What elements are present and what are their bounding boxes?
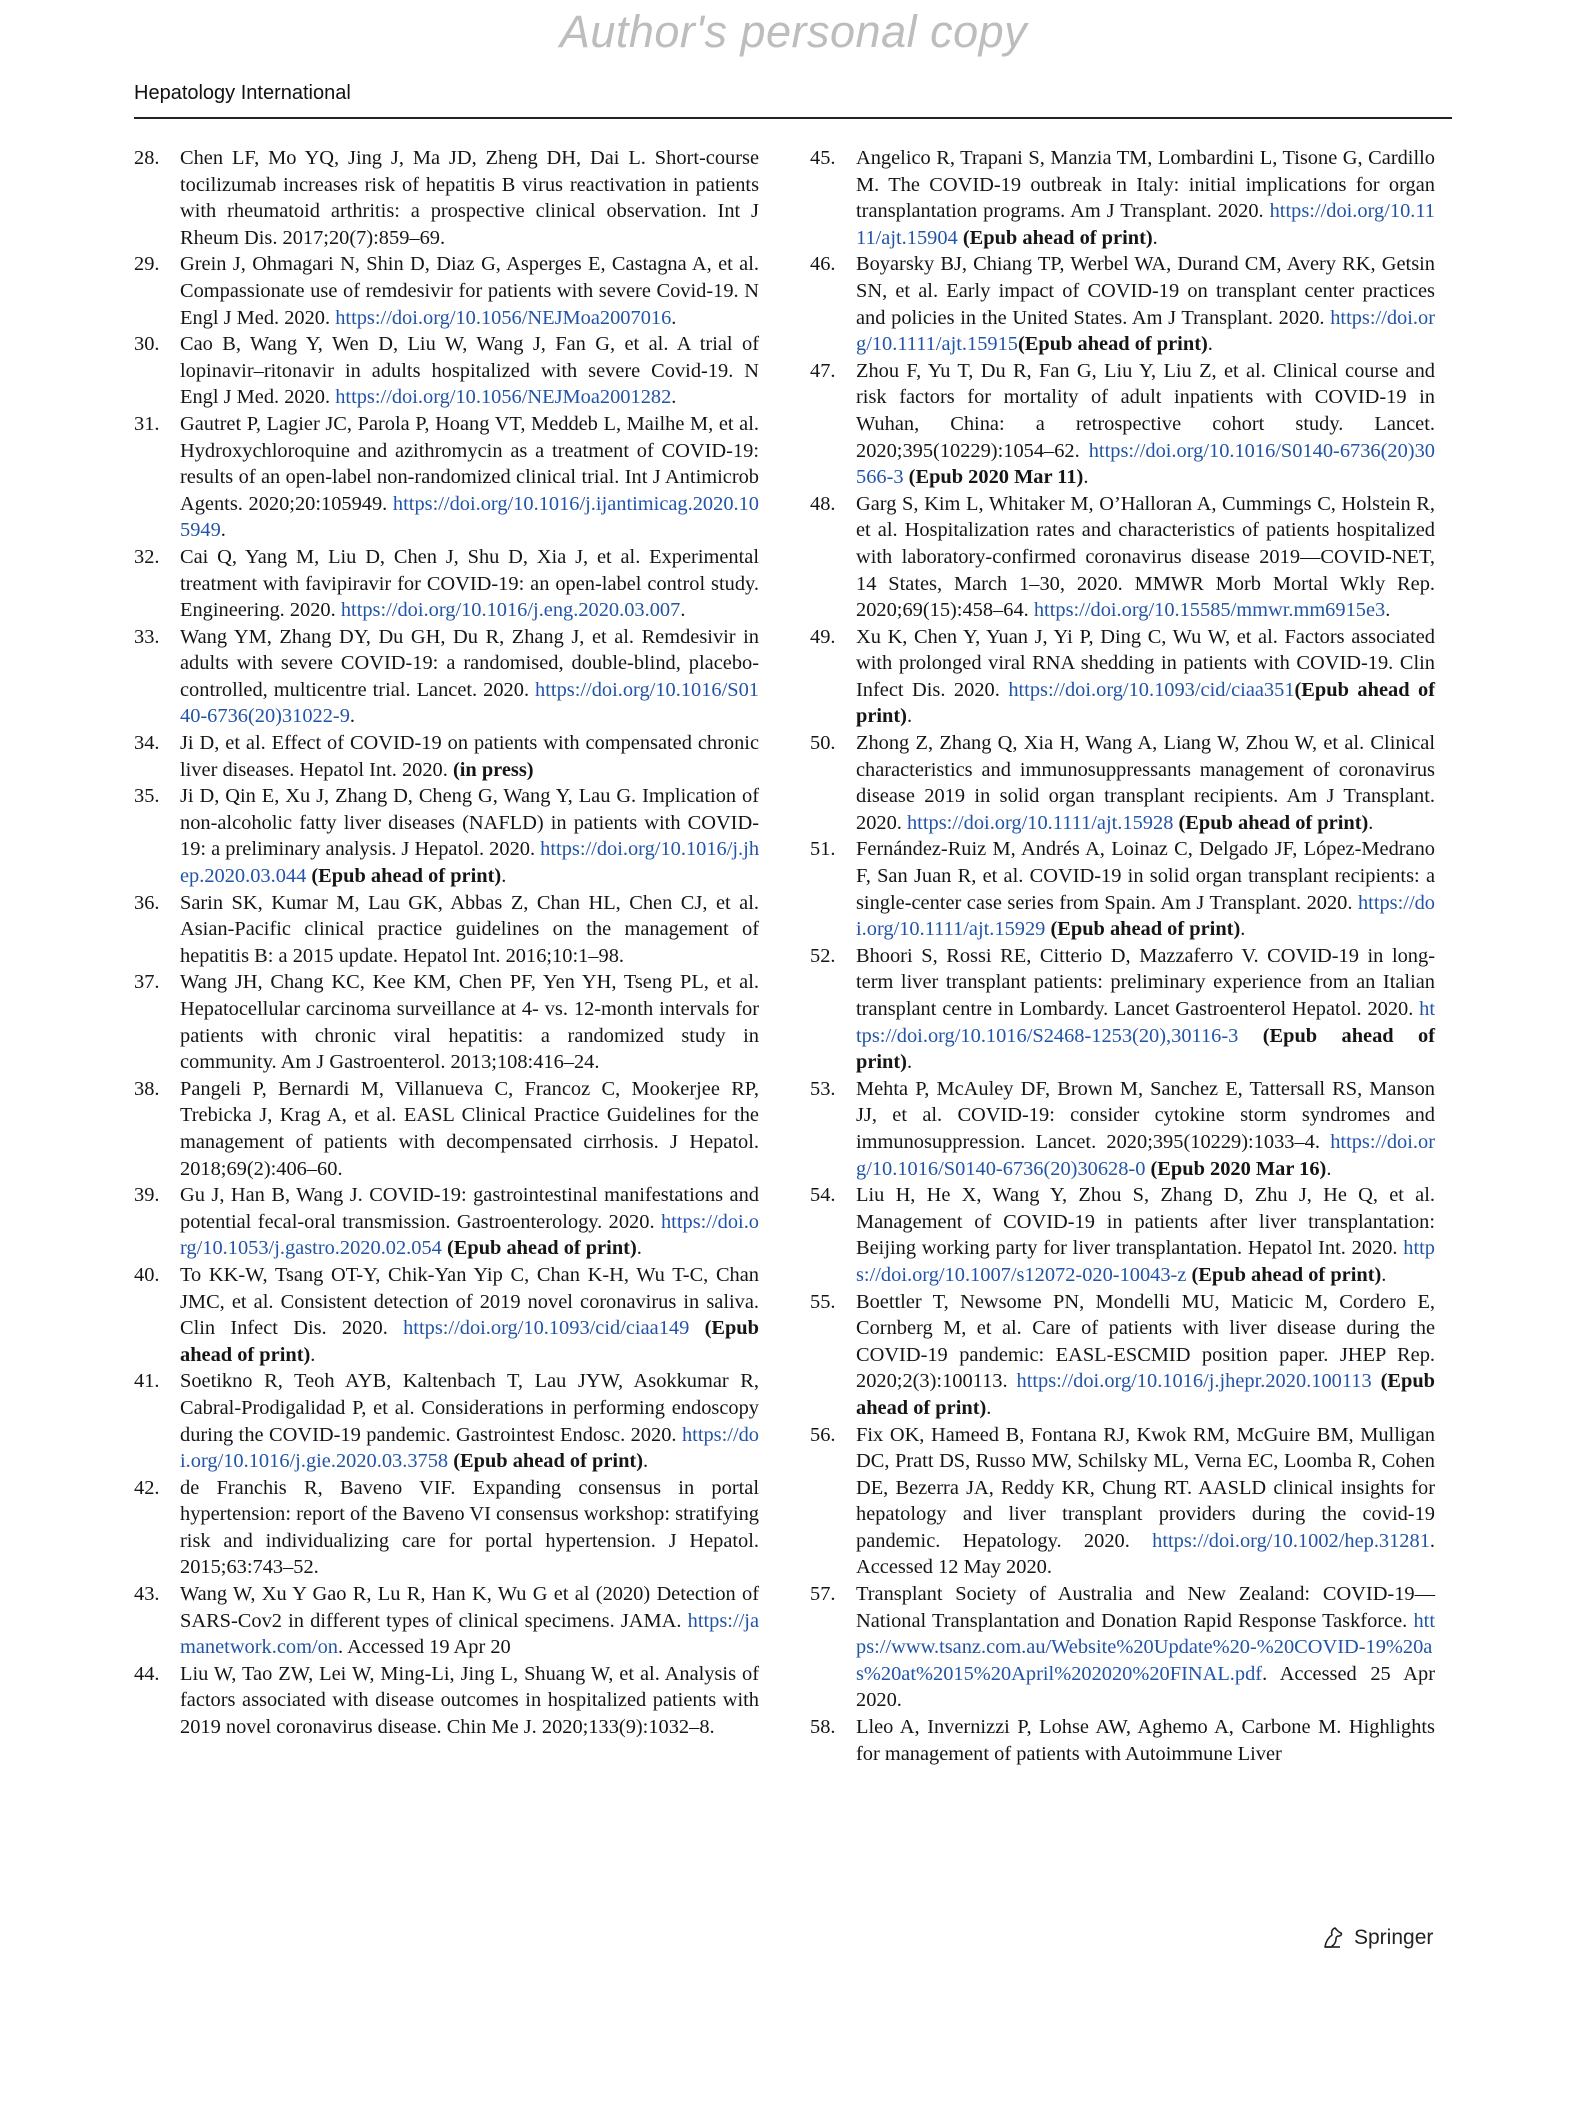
publication-status: (Epub ahead of print) <box>306 865 502 888</box>
reference-text: Gu J, Han B, Wang J. COVID-19: gastrointestinal manifestations and potential fecal-oral transmission. Gastroenterology. 2020. <box>180 1184 759 1233</box>
reference-number: 39. <box>134 1184 160 1207</box>
reference-item <box>134 544 759 624</box>
reference-text: Wang JH, Chang KC, Kee KM, Chen PF, Yen YH, Tseng PL, et al. Hepatocellular carcinoma surveillance at 4- vs. 12-month intervals for patients with chronic viral hepatitis: a randomized study in community. Am J Gastroenterol. 2013;108:416–24. <box>180 971 759 1074</box>
reference-tail: . <box>1326 1157 1332 1180</box>
reference-body <box>180 411 759 544</box>
publication-status: (Epub 2020 Mar 11) <box>903 466 1084 489</box>
reference-item <box>810 1289 1435 1422</box>
reference-item <box>134 730 759 783</box>
reference-number: 54. <box>810 1184 836 1207</box>
reference-text: Fernández-Ruiz M, Andrés A, Loinaz C, Delgado JF, López-Medrano F, San Juan R, et al. COVID-19 in solid organ transplant recipients: a single-center case series from Spain. Am J Transplant. 2020. <box>856 838 1435 914</box>
reference-item <box>810 624 1435 730</box>
doi-link[interactable]: https://doi.org/10.1111/ajt.15904 <box>856 200 1435 249</box>
doi-link[interactable]: https://doi.org/10.1093/cid/ciaa351 <box>1008 678 1295 701</box>
reference-text: Bhoori S, Rossi RE, Citterio D, Mazzaferro V. COVID-19 in long-term liver transplant patients: preliminary experience from an Italian transplant centre in Lombardy. Lancet Gastroenterol Hepatol. 2020. <box>856 944 1435 1020</box>
publication-status: (Epub ahead of print) <box>1186 1263 1382 1286</box>
reference-tail: . <box>636 1237 642 1260</box>
reference-text: Liu W, Tao ZW, Lei W, Ming-Li, Jing L, Shuang W, et al. Analysis of factors associated with disease outcomes in hospitalized patients with 2019 novel coronavirus disease. Chin Me J. 2020;133(9):1032–8. <box>180 1662 759 1739</box>
reference-item <box>810 1422 1435 1582</box>
reference-body <box>180 730 759 783</box>
reference-body <box>856 358 1435 491</box>
reference-body <box>180 969 759 1075</box>
reference-number: 43. <box>134 1583 160 1606</box>
reference-number: 58. <box>810 1716 836 1739</box>
reference-tail: . <box>1381 1263 1387 1286</box>
reference-text: Wang YM, Zhang DY, Du GH, Du R, Zhang J, et al. Remdesivir in adults with severe COVID-19: a randomised, double-blind, placebo-controlled, multicentre trial. Lancet. 2020. <box>180 625 759 701</box>
reference-text: To KK-W, Tsang OT-Y, Chik-Yan Yip C, Chan K-H, Wu T-C, Chan JMC, et al. Consistent detection of 2019 novel coronavirus in saliva. Clin Infect Dis. 2020. <box>180 1263 759 1340</box>
reference-body <box>180 1368 759 1474</box>
reference-text: Lleo A, Invernizzi P, Lohse AW, Aghemo A, Carbone M. Highlights for management of patients with Autoimmune Liver <box>856 1716 1435 1765</box>
reference-tail: . <box>671 306 677 329</box>
reference-number: 51. <box>810 838 836 861</box>
publication-status: (Epub ahead of print) <box>1045 918 1241 941</box>
reference-text: Soetikno R, Teoh AYB, Kaltenbach T, Lau JYW, Asokkumar R, Cabral-Prodigalidad P, et al. Considerations in performing endoscopy during the COVID-19 pandemic. Gastrointest Endosc. 2020. <box>180 1370 759 1446</box>
reference-tail: . <box>501 865 507 888</box>
reference-text: Fix OK, Hameed B, Fontana RJ, Kwok RM, McGuire BM, Mulligan DC, Pratt DS, Russo MW, Schilsky ML, Verna EC, Loomba R, Cohen DE, Bezerra JA, Reddy KR, Chung RT. AASLD clinical insights for hepatology and liver transplant providers during the covid-19 pandemic. Hepatology. 2020. <box>856 1423 1435 1552</box>
reference-text: Cai Q, Yang M, Liu D, Chen J, Shu D, Xia J, et al. Experimental treatment with favipiravir for COVID-19: an open-label control study. Engineering. 2020. <box>180 545 759 622</box>
reference-body <box>856 836 1435 942</box>
publication-status: (Epub ahead of print) <box>856 1370 1435 1419</box>
publication-status: (in press) <box>452 758 534 781</box>
reference-body <box>180 1581 759 1661</box>
reference-tail: . <box>906 705 913 728</box>
reference-body <box>856 1581 1435 1714</box>
reference-text: Chen LF, Mo YQ, Jing J, Ma JD, Zheng DH, Dai L. Short-course tocilizumab increases risk of hepatitis B virus reactivation in patients with rheumatoid arthritis: a prospective clinical observation. Int J Rheum Dis. 2017;20(7):859–69. <box>180 147 759 249</box>
reference-body <box>856 1076 1435 1182</box>
reference-text: de Franchis R, Baveno VIF. Expanding consensus in portal hypertension: report of the Baveno VI consensus workshop: stratifying risk and individualizing care for portal hypertension. J Hepatol. 2015;63:743–52. <box>180 1476 759 1579</box>
reference-tail: . <box>906 1051 913 1074</box>
reference-number: 50. <box>810 732 836 755</box>
reference-item <box>134 1475 759 1581</box>
reference-item <box>134 1368 759 1474</box>
doi-link[interactable]: https://doi.org/10.1053/j.gastro.2020.02.054 <box>180 1210 759 1260</box>
reference-item <box>810 1182 1435 1288</box>
reference-item <box>134 145 759 251</box>
reference-text: Boettler T, Newsome PN, Mondelli MU, Maticic M, Cordero E, Cornberg M, et al. Care of patients with liver disease during the COVID-19 pandemic: EASL-ESCMID position paper. JHEP Rep. 2020;2(3):100113. <box>856 1290 1435 1393</box>
reference-body <box>856 1714 1435 1767</box>
reference-tail: . <box>1240 918 1246 941</box>
reference-tail: . Accessed 19 Apr 20 <box>338 1636 511 1659</box>
reference-number: 31. <box>134 412 160 435</box>
reference-number: 32. <box>134 545 160 568</box>
reference-body <box>180 1262 759 1368</box>
reference-item <box>134 1661 759 1741</box>
reference-text: Garg S, Kim L, Whitaker M, O’Halloran A, Cummings C, Holstein R, et al. Hospitalization rates and characteristics of patients hospitalized with laboratory-confirmed coronavirus disease 2019—COVID-NET, 14 States, March 1–30, 2020. MMWR Morb Mortal Wkly Rep. 2020;69(15):458–64. <box>856 492 1435 622</box>
reference-tail: . <box>1368 811 1374 834</box>
watermark: Author's personal copy <box>559 6 1028 57</box>
reference-item <box>134 251 759 331</box>
reference-number: 41. <box>134 1370 160 1393</box>
reference-item <box>810 491 1435 624</box>
reference-tail: . Accessed 25 Apr 2020. <box>856 1662 1435 1712</box>
reference-number: 55. <box>810 1290 836 1313</box>
reference-tail: . <box>1083 466 1089 489</box>
reference-body <box>856 145 1435 251</box>
reference-item <box>134 1182 759 1262</box>
reference-body <box>856 943 1435 1076</box>
reference-body <box>180 251 759 331</box>
reference-text: Mehta P, McAuley DF, Brown M, Sanchez E, Tattersall RS, Manson JJ, et al. COVID-19: consider cytokine storm syndromes and immunosuppression. Lancet. 2020;395(10229):1033–4. <box>856 1077 1435 1153</box>
reference-number: 34. <box>134 732 160 755</box>
reference-number: 49. <box>810 625 836 648</box>
reference-number: 30. <box>134 333 160 356</box>
reference-tail: . <box>671 386 677 409</box>
reference-item <box>810 730 1435 836</box>
reference-body <box>180 1182 759 1262</box>
reference-tail: . <box>986 1396 992 1419</box>
reference-tail: . <box>349 705 356 728</box>
reference-body <box>180 1475 759 1581</box>
reference-text: Angelico R, Trapani S, Manzia TM, Lombardini L, Tisone G, Cardillo M. The COVID-19 outbreak in Italy: initial implications for organ transplantation programs. Am J Transplant. 2020. <box>856 147 1435 223</box>
doi-link[interactable]: https://doi.org/10.1056/NEJMoa2001282 <box>335 386 672 409</box>
doi-link[interactable]: https://doi.org/10.1002/hep.31281 <box>1152 1529 1430 1552</box>
publication-status: (Epub ahead of print) <box>1173 811 1369 834</box>
reference-item <box>810 358 1435 491</box>
reference-item <box>134 624 759 730</box>
publication-status: (Epub ahead of print) <box>856 1024 1435 1074</box>
reference-text: Gautret P, Lagier JC, Parola P, Hoang VT, Meddeb L, Mailhe M, et al. Hydroxychloroquine and azithromycin as a treatment of COVID-19: results of an open-label non-randomized clinical trial. Int J Antimicrob Agents. 2020;20:105949. <box>180 412 759 515</box>
reference-item <box>810 836 1435 942</box>
doi-link[interactable]: https://doi.org/10.1016/j.ijantimicag.2020.105949 <box>180 492 759 542</box>
reference-number: 36. <box>134 891 160 914</box>
springer-horse-icon <box>1320 1925 1346 1951</box>
reference-text: Ji D, Qin E, Xu J, Zhang D, Cheng G, Wang Y, Lau G. Implication of non-alcoholic fatty liver diseases (NAFLD) in patients with COVID-19: a preliminary analysis. J Hepatol. 2020. <box>180 785 759 861</box>
reference-number: 38. <box>134 1077 160 1100</box>
reference-tail: . <box>680 599 686 622</box>
publication-status: (Epub ahead of print) <box>180 1317 759 1366</box>
doi-link[interactable]: https://doi.org/10.1111/ajt.15928 <box>906 811 1174 834</box>
reference-number: 53. <box>810 1077 836 1100</box>
reference-body <box>180 783 759 889</box>
publication-status: (Epub ahead of print) <box>1017 333 1208 356</box>
doi-link[interactable]: https://doi.org/10.1016/S2468-1253(20),30116-3 <box>856 998 1435 1047</box>
reference-body <box>856 624 1435 730</box>
doi-link[interactable]: https://doi.org/10.1056/NEJMoa2007016 <box>335 306 672 329</box>
doi-link[interactable]: https://doi.org/10.1016/j.gie.2020.03.3758 <box>180 1423 759 1473</box>
reference-text: Xu K, Chen Y, Yuan J, Yi P, Ding C, Wu W, et al. Factors associated with prolonged viral RNA shedding in patients with COVID-19. Clin Infect Dis. 2020. <box>856 625 1435 701</box>
reference-number: 46. <box>810 253 836 276</box>
reference-number: 48. <box>810 492 836 515</box>
reference-text: Zhong Z, Zhang Q, Xia H, Wang A, Liang W, Zhou W, et al. Clinical characteristics and immunosuppressants management of coronavirus disease 2019 in solid organ transplant recipients. Am J Transplant. 2020. <box>856 732 1435 834</box>
reference-column-left <box>134 145 759 1741</box>
reference-body <box>180 544 759 624</box>
doi-link[interactable]: https://doi.org/10.1016/S0140-6736(20)30566-3 <box>856 439 1435 489</box>
reference-body <box>856 251 1435 357</box>
reference-tail: . <box>310 1343 316 1366</box>
reference-text: Ji D, et al. Effect of COVID-19 on patients with compensated chronic liver diseases. Hepatol Int. 2020. <box>180 732 759 781</box>
reference-tail: . <box>1207 333 1213 356</box>
reference-number: 44. <box>134 1662 160 1685</box>
doi-link[interactable]: https://doi.org/10.1111/ajt.15915 <box>856 306 1435 356</box>
reference-number: 42. <box>134 1476 160 1499</box>
reference-item <box>134 1581 759 1661</box>
reference-text: Cao B, Wang Y, Wen D, Liu W, Wang J, Fan G, et al. A trial of lopinavir–ritonavir in adults hospitalized with severe Covid-19. N Engl J Med. 2020. <box>180 333 759 409</box>
reference-number: 33. <box>134 625 160 648</box>
reference-body <box>180 890 759 970</box>
publication-status: (Epub ahead of print) <box>448 1450 643 1473</box>
reference-number: 57. <box>810 1583 836 1606</box>
publisher-name: Springer <box>1354 1926 1434 1949</box>
reference-item <box>810 1076 1435 1182</box>
doi-link[interactable]: https://doi.org/10.15585/mmwr.mm6915e3 <box>1033 599 1386 622</box>
doi-link[interactable]: https://doi.org/10.1016/S0140-6736(20)31022-9 <box>180 678 759 728</box>
reference-item <box>134 331 759 411</box>
reference-item <box>810 1714 1435 1767</box>
reference-text: Grein J, Ohmagari N, Shin D, Diaz G, Asperges E, Castagna A, et al. Compassionate use of remdesivir for patients with severe Covid-19. N Engl J Med. 2020. <box>180 253 759 329</box>
reference-item <box>810 251 1435 357</box>
reference-tail: . Accessed 12 May 2020. <box>856 1529 1435 1579</box>
reference-body <box>856 491 1435 624</box>
journal-title: Hepatology International <box>134 82 351 104</box>
reference-column-right <box>810 145 1435 1767</box>
reference-number: 56. <box>810 1423 836 1446</box>
reference-item <box>134 890 759 970</box>
doi-link[interactable]: https://doi.org/10.1016/j.jhep.2020.03.044 <box>180 838 760 888</box>
publication-status: (Epub ahead of print) <box>441 1237 637 1260</box>
publication-status: (Epub ahead of print) <box>957 226 1153 249</box>
reference-text: Wang W, Xu Y Gao R, Lu R, Han K, Wu G et al (2020) Detection of SARS-Cov2 in different types of clinical specimens. JAMA. <box>180 1583 759 1632</box>
doi-link[interactable]: https://www.tsanz.com.au/Website%20Update%20-%20COVID-19%20as%20at%2015%20April%202020%20FINAL.pdf <box>856 1609 1435 1685</box>
reference-item <box>134 1262 759 1368</box>
reference-tail: . <box>220 519 226 542</box>
reference-body <box>856 1182 1435 1288</box>
publication-status: (Epub 2020 Mar 16) <box>1145 1157 1327 1180</box>
reference-text: Transplant Society of Australia and New Zealand: COVID-19—National Transplantation and Donation Rapid Response Taskforce. <box>856 1583 1435 1632</box>
reference-number: 35. <box>134 785 160 808</box>
reference-number: 37. <box>134 971 160 994</box>
reference-body <box>180 1661 759 1741</box>
reference-number: 40. <box>134 1263 160 1286</box>
reference-body <box>856 730 1435 836</box>
publication-status: (Epub ahead of print) <box>856 678 1436 728</box>
doi-link[interactable]: https://jamanetwork.com/on <box>180 1609 759 1659</box>
header-divider <box>134 117 1452 119</box>
reference-number: 28. <box>134 147 160 169</box>
doi-link[interactable]: https://doi.org/10.1007/s12072-020-10043-z <box>856 1237 1435 1286</box>
reference-item <box>810 145 1435 251</box>
reference-item <box>810 943 1435 1076</box>
reference-number: 47. <box>810 359 836 382</box>
reference-body <box>856 1422 1435 1582</box>
reference-item <box>134 1076 759 1182</box>
reference-item <box>134 969 759 1075</box>
publisher-logo <box>1320 1925 1433 1951</box>
reference-text: Liu H, He X, Wang Y, Zhou S, Zhang D, Zhu J, He Q, et al. Management of COVID-19 in patients after liver transplantation: Beijing working party for liver transplantation. Hepatol Int. 2020. <box>856 1184 1435 1260</box>
reference-number: 52. <box>810 944 836 967</box>
reference-text: Pangeli P, Bernardi M, Villanueva C, Francoz C, Mookerjee RP, Trebicka J, Krag A, et al. EASL Clinical Practice Guidelines for the management of patients with decompensated cirrhosis. J Hepatol. 2018;69(2):406–60. <box>180 1077 759 1180</box>
reference-tail: . <box>1152 226 1158 249</box>
reference-body <box>856 1289 1435 1422</box>
reference-number: 29. <box>134 253 160 276</box>
reference-body <box>180 145 759 251</box>
reference-text: Sarin SK, Kumar M, Lau GK, Abbas Z, Chan HL, Chen CJ, et al. Asian-Pacific clinical practice guidelines on the management of hepatitis B: a 2015 update. Hepatol Int. 2016;10:1–98. <box>180 891 759 967</box>
doi-link[interactable]: https://doi.org/10.1016/S0140-6736(20)30628-0 <box>856 1130 1435 1180</box>
reference-number: 45. <box>810 147 836 169</box>
doi-link[interactable]: https://doi.org/10.1093/cid/ciaa149 <box>403 1317 690 1340</box>
reference-body <box>180 331 759 411</box>
reference-text: Boyarsky BJ, Chiang TP, Werbel WA, Durand CM, Avery RK, Getsin SN, et al. Early impact of COVID-19 on transplant center practices and policies in the United States. Am J Transplant. 2020. <box>856 253 1435 329</box>
reference-body <box>180 624 759 730</box>
doi-link[interactable]: https://doi.org/10.1016/j.jhepr.2020.100113 <box>1016 1370 1372 1393</box>
reference-item <box>134 411 759 544</box>
reference-tail: . <box>1385 599 1391 622</box>
doi-link[interactable]: https://doi.org/10.1111/ajt.15929 <box>856 891 1435 941</box>
reference-tail: . <box>643 1450 649 1473</box>
reference-item <box>810 1581 1435 1714</box>
doi-link[interactable]: https://doi.org/10.1016/j.eng.2020.03.007 <box>340 599 681 622</box>
reference-body <box>180 1076 759 1182</box>
reference-text: Zhou F, Yu T, Du R, Fan G, Liu Y, Liu Z, et al. Clinical course and risk factors for mortality of adult inpatients with COVID-19 in Wuhan, China: a retrospective cohort study. Lancet. 2020;395(10229):1054–62. <box>856 359 1435 462</box>
reference-item <box>134 783 759 889</box>
